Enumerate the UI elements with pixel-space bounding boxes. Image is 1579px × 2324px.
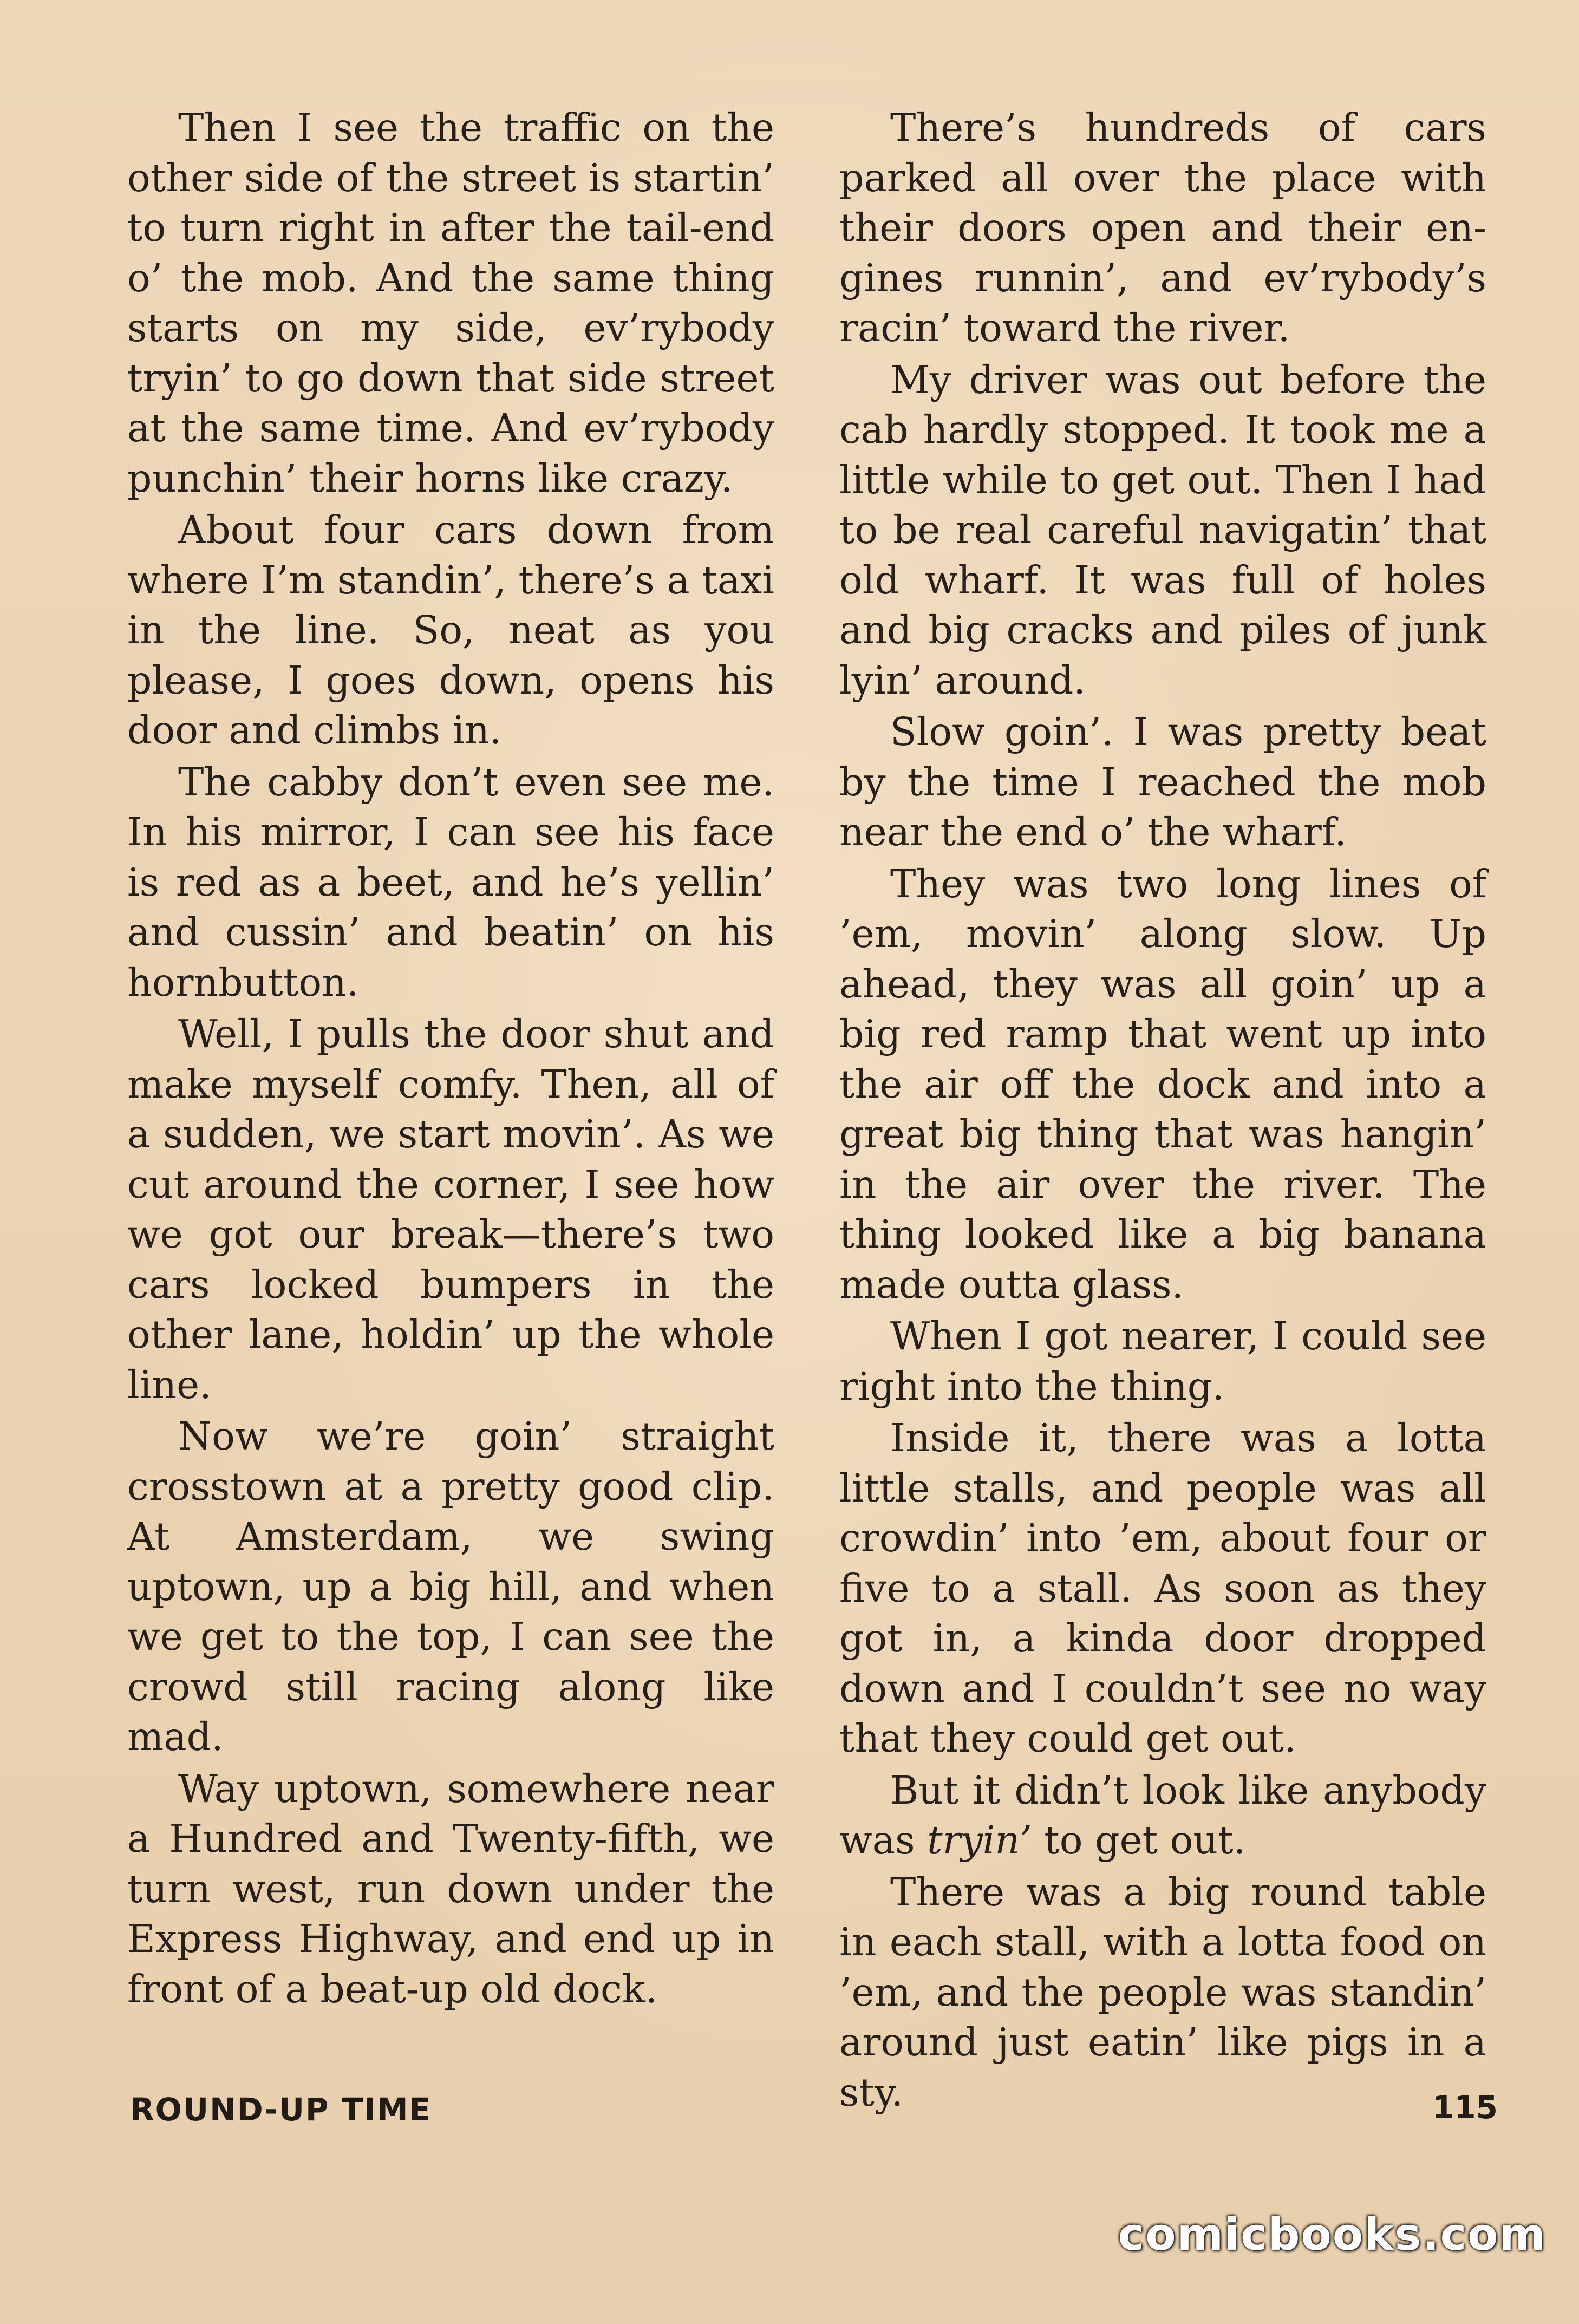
paragraph: Then I see the traffic on the other side of the street is startin’ to turn right in after the tail-end o’ the mob. And the same thing starts on my side, ev’rybody tryin’ to go down that side street at the same time. And ev’rybody punchin’ their horns like crazy. — [127, 105, 774, 501]
paragraph: The cabby don’t even see me. In his mirror, I can see his face is red as a beet, and he’s yellin’ and cussin’ and beatin’ on his hornbutton. — [127, 759, 774, 1005]
site-watermark: comicbooks.com — [1118, 2209, 1547, 2261]
paragraph: When I got nearer, I could see right into the thing. — [839, 1314, 1486, 1409]
paragraph — [839, 1766, 1486, 1866]
paragraph: Well, I pulls the door shut and make myself comfy. Then, all of a sudden, we start movin’. As we cut around the corner, I see how we got our break—there’s two cars locked bumpers in the other lane, holdin’ up the whole line. — [127, 1011, 774, 1407]
paragraph: There was a big round table in each stall, with a lotta food on ’em, and the people was standin’ around just eatin’ like pigs in a sty. — [839, 1869, 1486, 2115]
left-column — [127, 103, 774, 2016]
paragraph: Slow goin’. I was pretty beat by the time I reached the mob near the end o’ the wharf. — [839, 709, 1486, 854]
paragraph-text: to get out. — [1032, 1818, 1246, 1863]
paragraph: My driver was out before the cab hardly stopped. It took me a little while to get out. Then I had to be real careful navigatin’ that old wharf. It was full of holes and big cracks and piles of junk lyin’ around. — [839, 357, 1486, 703]
emphasized-word: tryin’ — [927, 1818, 1032, 1863]
running-title: ROUND-UP TIME — [130, 2091, 432, 2128]
paragraph: Now we’re goin’ straight crosstown at a pretty good clip. At Amsterdam, we swing uptown, up a big hill, and when we get to the top, I can see the crowd still racing along like mad. — [127, 1414, 774, 1759]
paragraph: Inside it, there was a lotta little stalls, and people was all crowdin’ into ’em, about four or five to a stall. As soon as they got in, a kinda door dropped down and I couldn’t see no way that they could get out. — [839, 1415, 1486, 1761]
page-number: 115 — [1432, 2089, 1498, 2126]
right-column — [839, 103, 1486, 2119]
paragraph: About four cars down from where I’m standin’, there’s a taxi in the line. So, neat as you please, I goes down, opens his door and climbs in. — [127, 507, 774, 753]
paragraph-text: But it didn’t look like anybody was — [839, 1767, 1486, 1863]
paragraph: Way uptown, somewhere near a Hundred and Twenty-fifth, we turn west, run down under the Express Highway, and end up in front of a beat-up old dock. — [127, 1766, 774, 2012]
paragraph: They was two long lines of ’em, movin’ along slow. Up ahead, they was all goin’ up a big red ramp that went up into the air off the dock and into a great big thing that was hangin’ in the air over the river. The thing looked like a big banana made outta glass. — [839, 861, 1486, 1307]
paragraph: There’s hundreds of cars parked all over the place with their doors open and their engines runnin’, and ev’rybody’s racin’ toward the river. — [839, 105, 1486, 350]
